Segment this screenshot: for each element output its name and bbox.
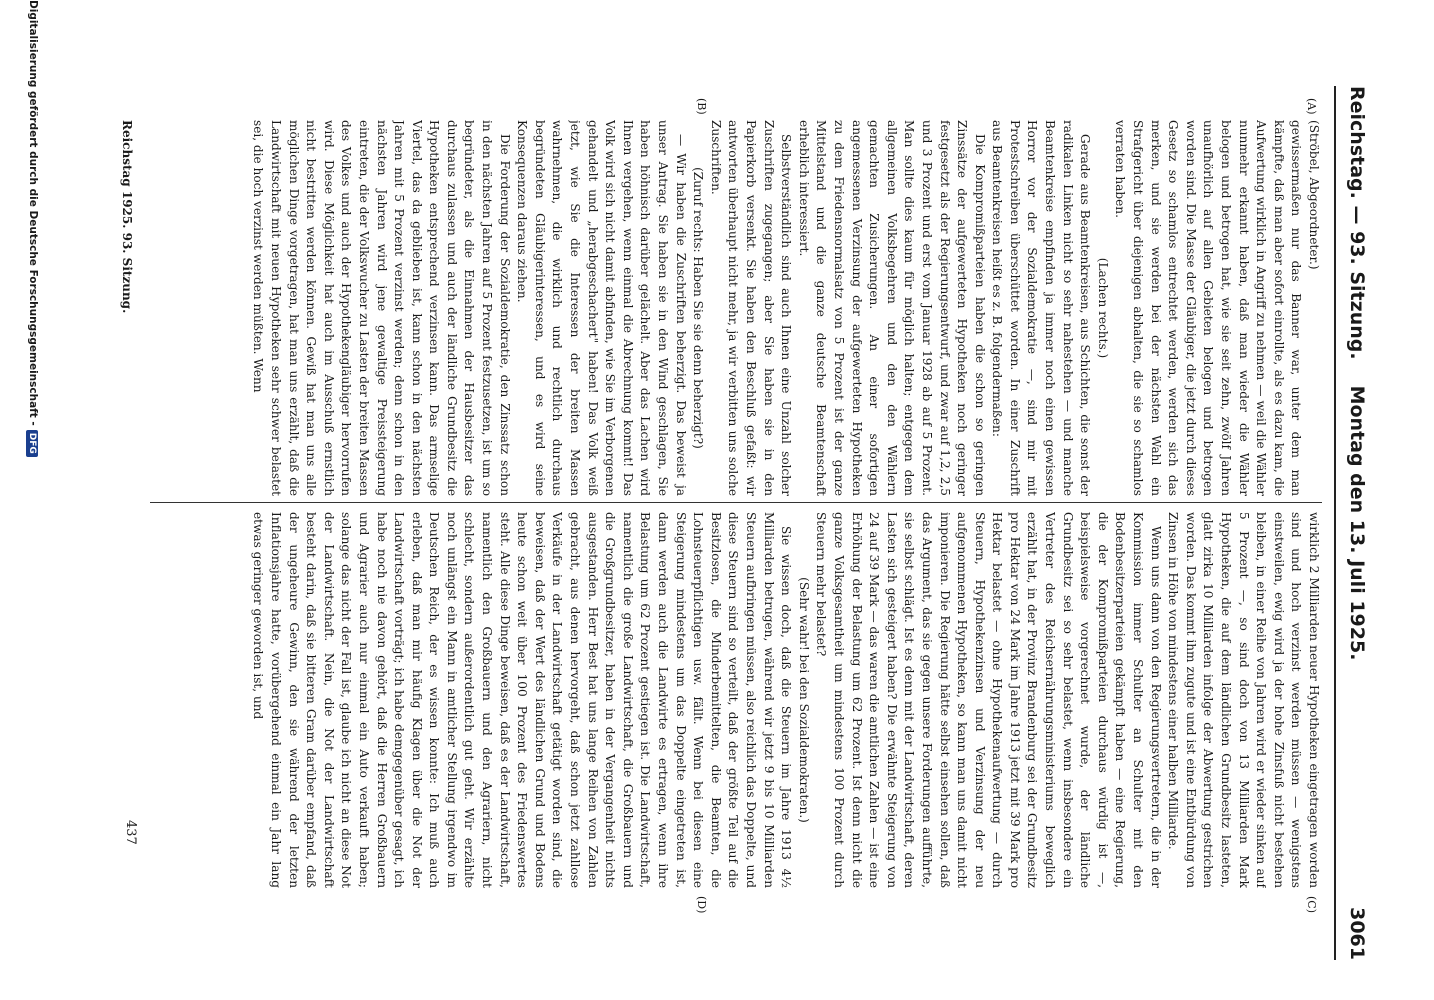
paragraph: wirklich 2 Milliarden neuer Hypotheken eingetragen worden sind und hoch verzinst werden müssen — wenigstens einstweilen, ewig wird ja der hohe Zinsfuß nicht bestehen bleiben, in einer Reihe von Jahren wird er wieder sinken auf 5 Prozent —, so sind doch von 13 Milliarden Mark Hypotheken, die auf dem ländlichen Grundbesitz lasteten, glatt zirka 10 Milliarden infolge der Abwertung gestrichen worden. Das kommt ihm zugute und ist eine Entbürdung von Zinsen in Höhe von mindestens einer halben Milliarde. (1166, 512, 1321, 888)
footer-page-number: 437 (123, 820, 138, 845)
paragraph: Die Forderung der Sozialdemokratie, den Zinssatz schon in den nächsten Jahren auf 5 Prozent festzusetzen, ist um so begründeter, als die Einnahmen der Hausbesitzer das durchaus zulassen und auch der ländliche Grundbesitz die Hypotheken entsprechend verzinsen kann. Das armselige Viertel, das da geblieben ist, kann schon in den nächsten Jahren mit 5 Prozent verzinst werden; denn schon in den nächsten Jahren wird jene gewaltige Preissteigerung eintreten, die der Volkswucher zu Lasten der breiten Massen des Volkes und auch der Hypothekengläubiger hervorrufen wird. Diese Möglichkeit hat auch im Ausschuß ernstlich nicht bestritten werden können. Gewiß hat man uns alle möglichen Dinge vorgetragen, hat man uns erzählt, daß die Landwirtschaft mit neuen Hypotheken sehr schwer belastet sei, die hoch verzinst werden müßten. Wenn (251, 120, 512, 496)
page-number: 3061 (1346, 907, 1368, 960)
interjection: (Zuruf rechts: Haben Sie sie denn beherzigt?) (691, 167, 706, 449)
margin-marker-a: (A) (1305, 98, 1318, 115)
paragraph: gewissermaßen nur das Banner war, unter dem man kämpfte, daß man aber sofort einrollte, als es dazu kam, die Aufwertung wirklich in Angriff zu nehmen — weil die Wähler nunmehr erkannt haben, daß man wieder die Wähler belogen und betrogen hat, wie sie seit zehn, zwölf Jahren unaufhörlich auf allen Gebieten belogen und betrogen worden sind. Die Masse der Gläubiger, die jetzt durch dieses Gesetz so schamlos entrechtet werden, werden sich das merken, und sie werden bei der nächsten Wahl ein Strafgericht über diejenigen abhalten, die sie so schamlos verraten haben. (1113, 120, 1304, 496)
digitization-note (26, 0, 39, 1000)
paragraph: Sie wissen doch, daß die Steuern im Jahre 1913 4½ Milliarden betrugen, während wir jetzt 9 bis 10 Milliarden Steuern aufbringen müssen, also reichlich das Doppelte, und diese Steuern sind so verteilt, daß der größte Teil auf die Besitzlosen, die Minderbemittelten, die Beamten, die Lohnsteuerpflichtigen usw. fällt. Wenn bei diesen eine Steigerung mindestens um das Doppelte eingetreten ist, dann werden auch die Landwirte es ertragen, wenn ihre Belastung um 62 Prozent gestiegen ist. Die Landwirtschaft, namentlich die große Landwirtschaft, die Großbauern und die Großgrundbesitzer, haben in der Vergangenheit nichts ausgestanden. Herr Best hat uns lange Reihen von Zahlen gebracht, aus denen hervorgeht, daß schon jetzt zahllose Verkäufe in der Landwirtschaft getätigt worden sind, die beweisen, daß der Wert des ländlichen Grund und Bodens heute schon weit über 100 Prozent des Friedenswertes steht. Alle diese Dinge beweisen, daß es der Landwirtschaft, namentlich den Großbauern und den Agrariern, nicht schlecht, sondern außerordentlich gut geht. Wir erzählte noch unlängst ein Mann in amtlicher Stellung irgendwo im Deutschen Reich, der es wissen konnte: Ich muß auch erleben, daß man mir häufig Klagen über die Not der Landwirtschaft vorträgt; ich habe demgegenüber gesagt, ich habe noch nie davon gehört, daß die Herren Großbauern und Agrarier auch nur einmal ein Auto verkauft haben; solange das nicht der Fall ist, glaube ich nicht an diese Not der Landwirtschaft. Nein, die Not der Landwirtschaft besteht darin, daß sie bitteren Gram darüber empfand, daß der ungeheure Gewinn, den sie während der letzten Inflationsjahre hatte, vorübergehend einmal ein Jahr lang etwas geringer geworden ist, und (251, 512, 794, 888)
footer-session: Reichstag 1925. 93. Sitzung. (120, 120, 134, 314)
paragraph: Wenn uns dann von den Regierungsvertretern, die in der Kommission immer Schulter an Schulter mit den Bodenbesitzerparteien gekämpft haben — eine Regierung, die der Kompromißparteien durchaus würdig ist —, beispielsweise vorgerechnet wurde, der ländliche Grundbesitz sei so sehr belastet, wenn insbesondere ein Vertreter des Reichsernährungsministeriums beweglich erzählt hat, in der Provinz Brandenburg sei der Grundbesitz pro Hektar von 24 Mark im Jahre 1913 jetzt mit 39 Mark pro Hektar belastet — ohne Hypothekenaufwertung — durch Steuern, Hypothekenzinsen und Verzinsung der neu aufgenommenen Hypotheken, so kann man uns damit nicht imponieren. Die Regierung hätte selbst einsehen sollen, daß das Argument, das sie gegen unsere Forderungen aufführte, sie selbst schlägt. Ist es denn mit der Landwirtschaft, deren Lasten sich gesteigert haben? Die erwähnte Steigerung von 24 auf 39 Mark — das waren die amtlichen Zahlen — ist eine Erhöhung der Belastung um 62 Prozent. Ist denn nicht die ganze Volksgesamtheit um mindestens 100 Prozent durch Steuern mehr belastet? (814, 512, 1163, 888)
quoted-letter: Die Kompromißparteien haben die schon so geringen Zinssätze der aufgewerteten Hypotheken noch geringer festgesetzt als der Regierungsentwurf, und zwar auf 1,2, 2,5 und 3 Prozent und erst vom Januar 1928 ab auf 5 Prozent. Man sollte dies kaum für möglich halten; entgegen dem allgemeinen Volksbegehren und den den Wählern gemachten Zusicherungen. An einer sofortigen angemessenen Verzinsung der aufgewerteten Hypotheken zu dem Friedensnormalsatz von 5 Prozent ist der ganze Mittelstand und die ganze deutsche Beamtenschaft erheblich interessiert. (796, 120, 987, 496)
paragraph: Selbstverständlich sind auch Ihnen eine Unzahl solcher Zuschriften zugegangen; aber Sie haben sie in den Papierkorb versenkt. Sie haben den Beschluß gefaßt: wir antworten überhaupt nicht mehr, ja wir verbitten uns solche Zuschriften. (708, 120, 794, 496)
header-left: Reichstag. — 93. Sitzung. (1346, 86, 1368, 360)
header-rule (1334, 86, 1336, 960)
interjection: (Sehr wahr! bei den Sozialdemokraten.) (796, 577, 811, 823)
speaker-line: (Ströbel, Abgeordneter.) (1307, 120, 1321, 270)
interjection: (Lachen rechts.) (1095, 257, 1110, 359)
text-column-right (150, 512, 1322, 888)
margin-marker-c: (C) (1305, 896, 1318, 913)
paragraph: — Wir haben die Zuschriften beherzigt. Das beweist ja unser Antrag. Sie haben sie in den Wind geschlagen, Sie haben höhnisch darüber gelächelt. Aber das Lachen wird Ihnen vergehen, wenn einmal die Abrechnung kommt! Das Volk wird sich nicht damit abfinden, wie Sie im Verborgenen gehandelt und „herabgeschachert" haben! Das Volk weiß jetzt, wie Sie die Interessen der breiten Massen wahrnehmen, die wirklich und rechtlich durchaus begründeten Gläubigerinteressen, und es wird seine Konsequenzen daraus ziehen. (515, 120, 688, 496)
column-separator (150, 502, 1322, 503)
margin-marker-b: (B) (695, 98, 708, 115)
text-column-left (150, 120, 1322, 496)
digitization-text: Digitalisierung gefördert durch die Deutsche Forschungsgemeinschaft - (27, 0, 39, 426)
paragraph: Gerade aus Beamtenkreisen, aus Schichten, die sonst der radikalen Linken nicht so sehr nahestehen — und manche Beamtenkreise empfinden ja immer noch einen gewissen Horror vor der Sozialdemokratie —, sind mir mit Protestschreiben überschüttet worden. In einer Zuschrift aus Beamtenkreisen heißt es z. B. folgendermaßen: (990, 120, 1093, 496)
margin-marker-d: (D) (695, 896, 708, 914)
header-date: Montag den 13. Juli 1925. (1346, 385, 1368, 661)
dfg-logo: DFG (26, 430, 38, 457)
page-header (1338, 86, 1368, 960)
